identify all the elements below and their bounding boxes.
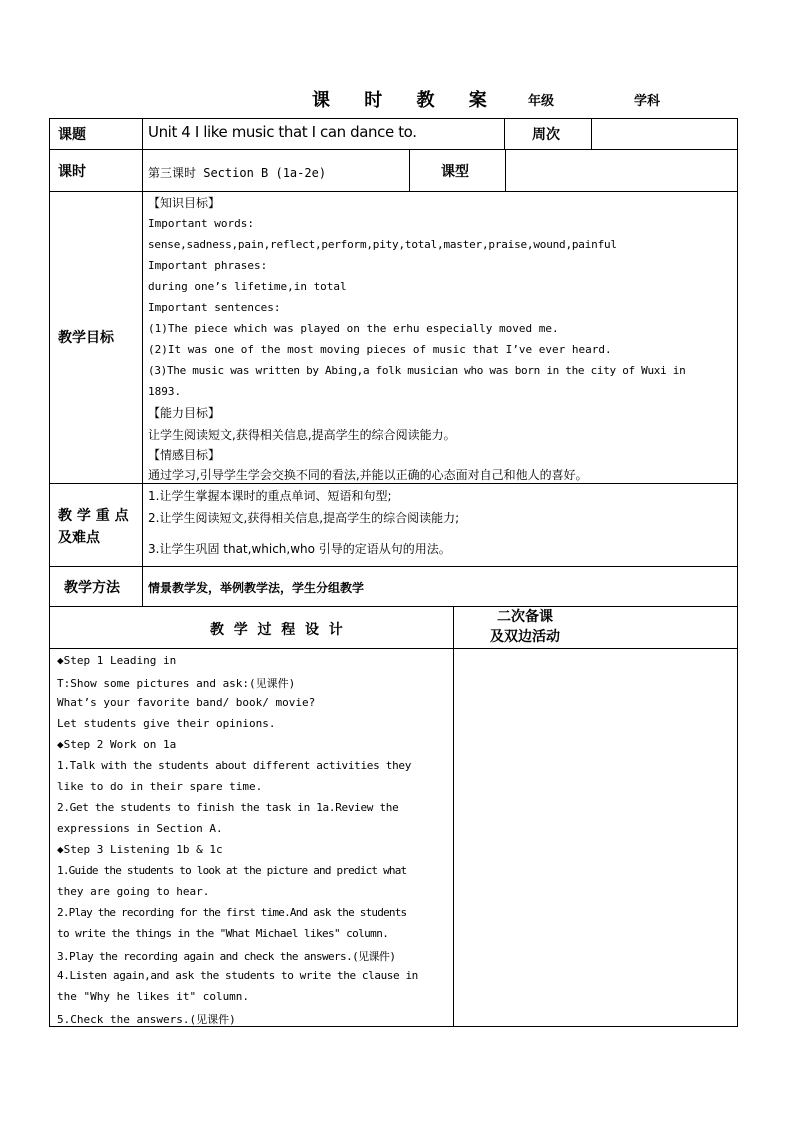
key-point-item: 3.让学生巩固 that,which,who 引导的定语从句的用法。 xyxy=(148,542,451,556)
objectives-line: Important sentences: xyxy=(148,301,281,314)
process-line: they are going to hear. xyxy=(57,885,210,898)
topic-label: 课题 xyxy=(58,127,86,143)
objectives-line: (3)The music was written by Abing,a folk musician who was born in the city of Wuxi in xyxy=(148,364,686,377)
objectives-content xyxy=(148,194,734,482)
week-label: 周次 xyxy=(532,127,560,143)
process-line: ◆Step 1 Leading in xyxy=(57,654,177,667)
process-line: T:Show some pictures and ask:(见课件) xyxy=(57,677,296,690)
process-line: 4.Listen again,and ask the students to write the clause in xyxy=(57,969,418,982)
topic-value: Unit 4 I like music that I can dance to. xyxy=(148,123,417,141)
objectives-line: 【能力目标】 xyxy=(148,406,221,420)
objectives-line: during one’s lifetime,in total xyxy=(148,280,347,293)
process-line: expressions in Section A. xyxy=(57,822,223,835)
process-line: ◆Step 3 Listening 1b & 1c xyxy=(57,843,223,856)
key-points-label-2: 及难点 xyxy=(58,530,100,546)
period-value: 第三课时 Section B (1a-2e) xyxy=(148,166,327,180)
objectives-line: 通过学习,引导学生学会交换不同的看法,并能以正确的心态面对自己和他人的喜好。 xyxy=(148,468,588,482)
process-line: 1.Talk with the students about different activities they xyxy=(57,759,412,772)
objectives-line: Important words: xyxy=(148,217,254,230)
objectives-line: 【知识目标】 xyxy=(148,196,221,210)
process-line: 2.Play the recording for the first time.And ask the students xyxy=(57,906,407,919)
process-line: the "Why he likes it" column. xyxy=(57,990,250,1003)
objectives-label: 教学目标 xyxy=(58,330,114,346)
methods-label: 教学方法 xyxy=(64,580,120,596)
process-line: 1.Guide the students to look at the picture and predict what xyxy=(57,864,407,877)
secondary-prep-title xyxy=(453,607,597,647)
objectives-line: Important phrases: xyxy=(148,259,268,272)
process-line: Let students give their opinions. xyxy=(57,717,276,730)
key-points-label: 教 学 重 点 xyxy=(58,508,129,524)
process-line: 5.Check the answers.(见课件) xyxy=(57,1013,236,1026)
secondary-prep-line2: 及双边活动 xyxy=(490,629,560,645)
objectives-line: 1893. xyxy=(148,385,182,398)
process-title: 教 学 过 程 设 计 xyxy=(210,622,343,638)
grade-label: 年级 xyxy=(528,94,555,109)
objectives-line: 【情感目标】 xyxy=(148,448,221,462)
key-point-item: 1.让学生掌握本课时的重点单词、短语和句型; xyxy=(148,489,392,503)
process-line: What’s your favorite band/ book/ movie? xyxy=(57,696,316,709)
page-title: 课 时 教 案 xyxy=(312,90,501,111)
process-content xyxy=(57,654,451,1024)
process-line: 2.Get the students to finish the task in 1a.Review the xyxy=(57,801,399,814)
period-label: 课时 xyxy=(58,164,86,180)
objectives-line: 让学生阅读短文,获得相关信息,提高学生的综合阅读能力。 xyxy=(148,428,456,442)
key-point-item: 2.让学生阅读短文,获得相关信息,提高学生的综合阅读能力; xyxy=(148,511,460,525)
objectives-line: sense,sadness,pain,reflect,perform,pity,total,master,praise,wound,painful xyxy=(148,238,617,251)
methods-value: 情景教学发，举例教学法，学生分组教学 xyxy=(148,581,365,595)
process-line: to write the things in the "What Michael likes" column. xyxy=(57,927,389,940)
key-points-content xyxy=(148,487,734,563)
process-line: like to do in their spare time. xyxy=(57,780,263,793)
objectives-line: (1)The piece which was played on the erhu especially moved me. xyxy=(148,322,559,335)
secondary-prep-line1: 二次备课 xyxy=(497,609,553,625)
lesson-type-label: 课型 xyxy=(441,164,469,180)
process-line: 3.Play the recording again and check the answers.(见课件) xyxy=(57,950,396,963)
subject-label: 学科 xyxy=(634,94,661,109)
process-line: ◆Step 2 Work on 1a xyxy=(57,738,177,751)
objectives-line: (2)It was one of the most moving pieces of music that I’ve ever heard. xyxy=(148,343,612,356)
